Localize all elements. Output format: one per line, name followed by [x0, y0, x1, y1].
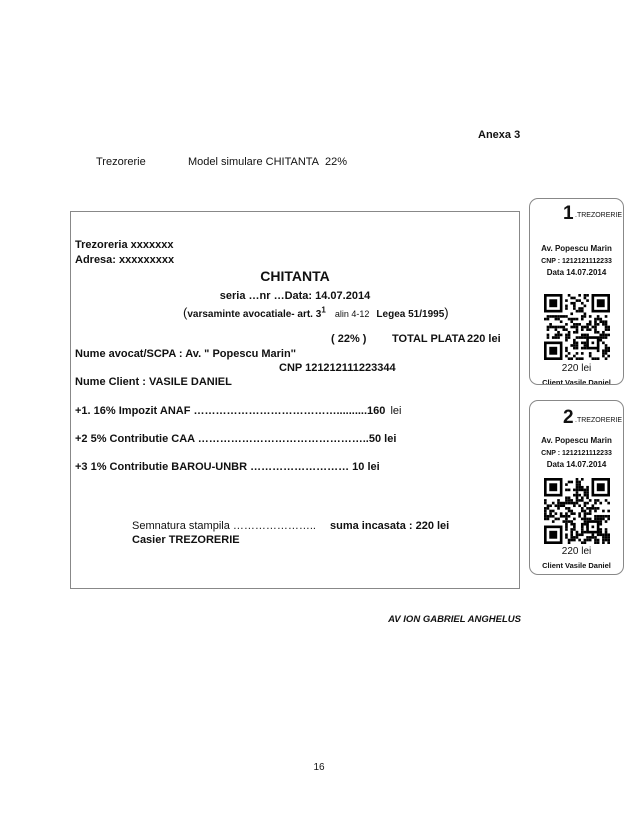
stub-2-number: 2 — [563, 407, 574, 428]
stub-2-client: Client Vasile Daniel — [542, 561, 611, 570]
lawyer-signature: AV ION GABRIEL ANGHELUS — [388, 614, 521, 625]
stub-2-cnp: CNP : 1212121112233 — [541, 450, 612, 457]
basis-law: Legea 51/1995 — [376, 309, 445, 320]
stub-1-label: .TREZORERIE — [575, 212, 623, 219]
basis-sup: 1 — [321, 305, 326, 315]
qr-code-icon — [544, 478, 610, 544]
tax-line-1 — [75, 405, 401, 417]
tax-line-1-unit: lei — [390, 405, 402, 417]
tax-line-2: +2 5% Contributie CAA ………………………………………..50 lei — [75, 433, 397, 445]
stub-1-date: Data 14.07.2014 — [546, 268, 607, 277]
stub-1-client: Client Vasile Daniel — [542, 378, 611, 385]
treasury-label: Trezorerie — [96, 156, 146, 168]
qr-code-icon — [544, 294, 610, 360]
basis-text: varsaminte avocatiale- art. 3 — [187, 309, 322, 320]
percent-label: 22% — [325, 156, 348, 168]
receipt-series: seria …nr …Data: 14.07.2014 — [219, 290, 371, 302]
stub-1-cnp: CNP : 1212121112233 — [541, 258, 612, 265]
amount-collected: suma incasata : 220 lei — [330, 520, 450, 532]
annex-label: Anexa 3 — [478, 129, 521, 141]
signature-stamp-label: Semnatura stampila ………………….. — [132, 520, 316, 532]
paren-close: ) — [444, 305, 449, 320]
treasury-name: Trezoreria xxxxxxx — [75, 239, 174, 251]
tax-line-3: +3 1% Contributie BAROU-UNBR ……………………… 10 lei — [75, 461, 380, 473]
receipt-box — [70, 211, 520, 589]
stub-2-lawyer: Av. Popescu Marin — [541, 436, 612, 445]
receipt-stub-1 — [529, 198, 624, 385]
stub-1-amount: 220 lei — [561, 363, 592, 374]
client-name: Nume Client : VASILE DANIEL — [75, 376, 232, 388]
stub-1-number: 1 — [563, 203, 574, 224]
total-value: 220 lei — [467, 333, 501, 345]
percent-badge: ( 22% ) — [331, 333, 367, 345]
paren-open: ( — [183, 305, 188, 320]
tax-line-1-label: +1. 16% Impozit ANAF ………………………………….......... — [75, 405, 368, 417]
address: Adresa: xxxxxxxxx — [75, 254, 175, 266]
stub-2-label: .TREZORERIE — [575, 417, 623, 424]
legal-basis — [183, 305, 449, 320]
tax-line-1-value: 160 — [367, 405, 386, 417]
stub-1-lawyer: Av. Popescu Marin — [541, 244, 612, 253]
stub-2-amount: 220 lei — [561, 546, 592, 557]
page-number: 16 — [313, 762, 325, 773]
basis-alin: alin 4-12 — [334, 309, 370, 319]
stub-2-date: Data 14.07.2014 — [546, 460, 607, 469]
lawyer-name: Nume avocat/SCPA : Av. " Popescu Marin'' — [75, 348, 296, 360]
cashier-label: Casier TREZORERIE — [132, 534, 240, 546]
cnp-value: CNP 121212111223344 — [279, 362, 396, 374]
receipt-title: CHITANTA — [260, 268, 330, 284]
model-label: Model simulare CHITANTA — [188, 156, 320, 168]
total-label: TOTAL PLATA — [392, 333, 466, 345]
receipt-stub-2 — [529, 400, 624, 575]
